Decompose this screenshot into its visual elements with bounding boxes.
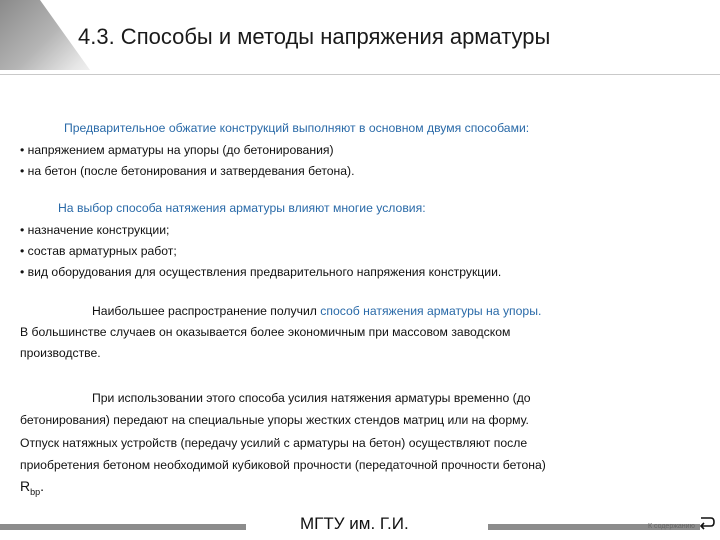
p1-intro: Предварительное обжатие конструкций выполняют в основном двумя способами: — [64, 121, 530, 135]
p4-line2: бетонирования) передают на специальные упоры жестких стендов матриц или на форму. — [20, 413, 529, 427]
p3-lead-end: . — [537, 304, 542, 318]
p3-line2: В большинстве случаев он оказывается более экономичным при массовом заводском — [20, 325, 511, 339]
p3-lead: Наибольшее распространение получил — [92, 304, 321, 318]
p4-line4: приобретения бетоном необходимой кубиковой прочности (передаточной прочности бетона) — [20, 458, 546, 472]
list-item: • состав арматурных работ; — [20, 244, 177, 258]
page-title: 4.3. Способы и методы напряжения арматуры — [78, 24, 551, 49]
contents-link[interactable]: К содержанию — [648, 523, 695, 530]
footer-org: МГТУ им. Г.И. — [300, 514, 409, 533]
p4-line1: При использовании этого способа усилия натяжения арматуры временно (до — [92, 391, 531, 405]
rbp-subscript: bp — [30, 486, 41, 497]
rbp-period: . — [40, 478, 45, 494]
footer-bar-left — [0, 524, 246, 530]
p4-rbp — [20, 475, 44, 503]
p3-highlight: способ натяжения арматуры на упоры — [320, 304, 538, 318]
list-item: • на бетон (после бетонирования и затвердевания бетона). — [20, 164, 355, 178]
list-item: • назначение конструкции; — [20, 223, 170, 237]
rbp-symbol: R — [20, 478, 31, 494]
p3-line1 — [92, 300, 541, 322]
title-divider — [0, 74, 720, 75]
list-item: • вид оборудования для осуществления предварительного напряжения конструкции. — [20, 265, 502, 279]
p4-line3: Отпуск натяжных устройств (передачу усилий с арматуры на бетон) осуществляют после — [20, 436, 528, 450]
return-arrow-icon[interactable] — [697, 512, 717, 532]
p3-line3: производстве. — [20, 346, 101, 360]
p2-intro: На выбор способа натяжения арматуры влияют многие условия: — [58, 201, 426, 215]
list-item: • напряжением арматуры на упоры (до бетонирования) — [20, 143, 334, 157]
